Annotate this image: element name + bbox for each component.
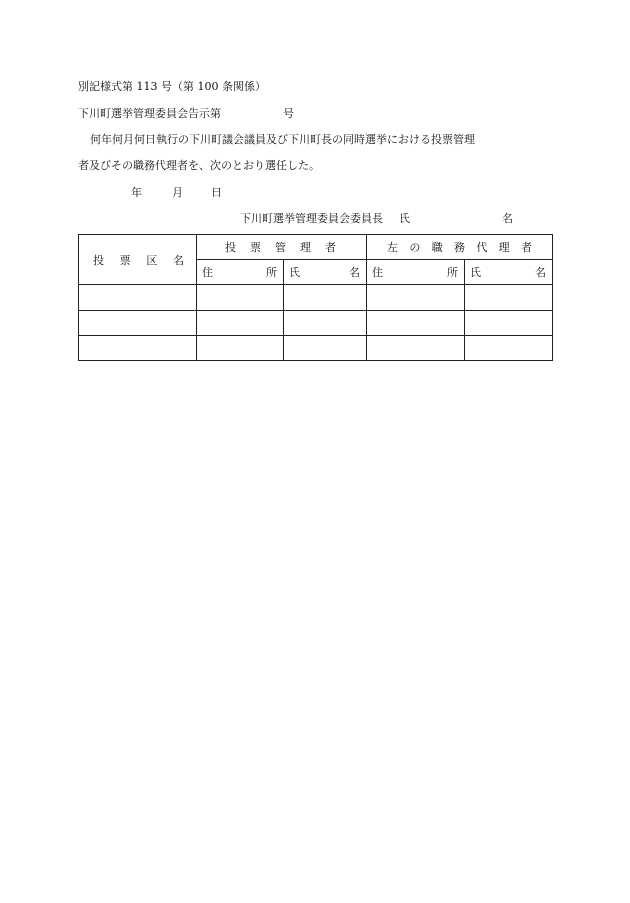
notice-suffix: 号	[283, 107, 294, 120]
signatory-mei: 名	[502, 212, 513, 225]
date-day: 日	[211, 186, 222, 199]
signatory-line	[240, 212, 513, 226]
manager-name-cell	[284, 285, 367, 311]
notice-number-line	[78, 107, 294, 121]
manager-address-cell	[197, 336, 284, 361]
date-line	[131, 186, 222, 200]
form-reference: 別記様式第 113 号（第 100 条関係）	[78, 80, 266, 93]
manager-address-header: 住 所	[197, 260, 284, 285]
deputy-name-cell	[465, 311, 553, 336]
manager-name-cell	[284, 311, 367, 336]
deputy-address-cell	[367, 336, 465, 361]
table-row	[79, 311, 553, 336]
district-cell	[79, 311, 197, 336]
voting-manager-header: 投 票 管 理 者	[197, 235, 367, 260]
table-row	[79, 336, 553, 361]
appointment-table	[78, 234, 553, 361]
signatory-shi: 氏	[399, 212, 410, 225]
deputy-name-cell	[465, 285, 553, 311]
deputy-header: 左 の 職 務 代 理 者	[367, 235, 553, 260]
manager-address-cell	[197, 285, 284, 311]
deputy-name-header: 氏 名	[465, 260, 553, 285]
deputy-address-header: 住 所	[367, 260, 465, 285]
deputy-name-cell	[465, 336, 553, 361]
notice-prefix: 下川町選挙管理委員会告示第	[78, 107, 221, 120]
signatory-title: 下川町選挙管理委員会委員長	[240, 212, 383, 225]
body-text-line-1: 何年何月何日執行の下川町議会議員及び下川町長の同時選挙における投票管理	[90, 133, 475, 146]
table-row	[79, 285, 553, 311]
manager-name-header: 氏 名	[284, 260, 367, 285]
manager-name-cell	[284, 336, 367, 361]
district-cell	[79, 336, 197, 361]
district-name-header: 投 票 区 名	[79, 235, 197, 285]
body-text-line-2: 者及びその職務代理者を、次のとおり選任した。	[78, 159, 320, 172]
date-month: 月	[172, 186, 183, 199]
deputy-address-cell	[367, 285, 465, 311]
deputy-address-cell	[367, 311, 465, 336]
date-year: 年	[131, 186, 142, 199]
manager-address-cell	[197, 311, 284, 336]
district-cell	[79, 285, 197, 311]
